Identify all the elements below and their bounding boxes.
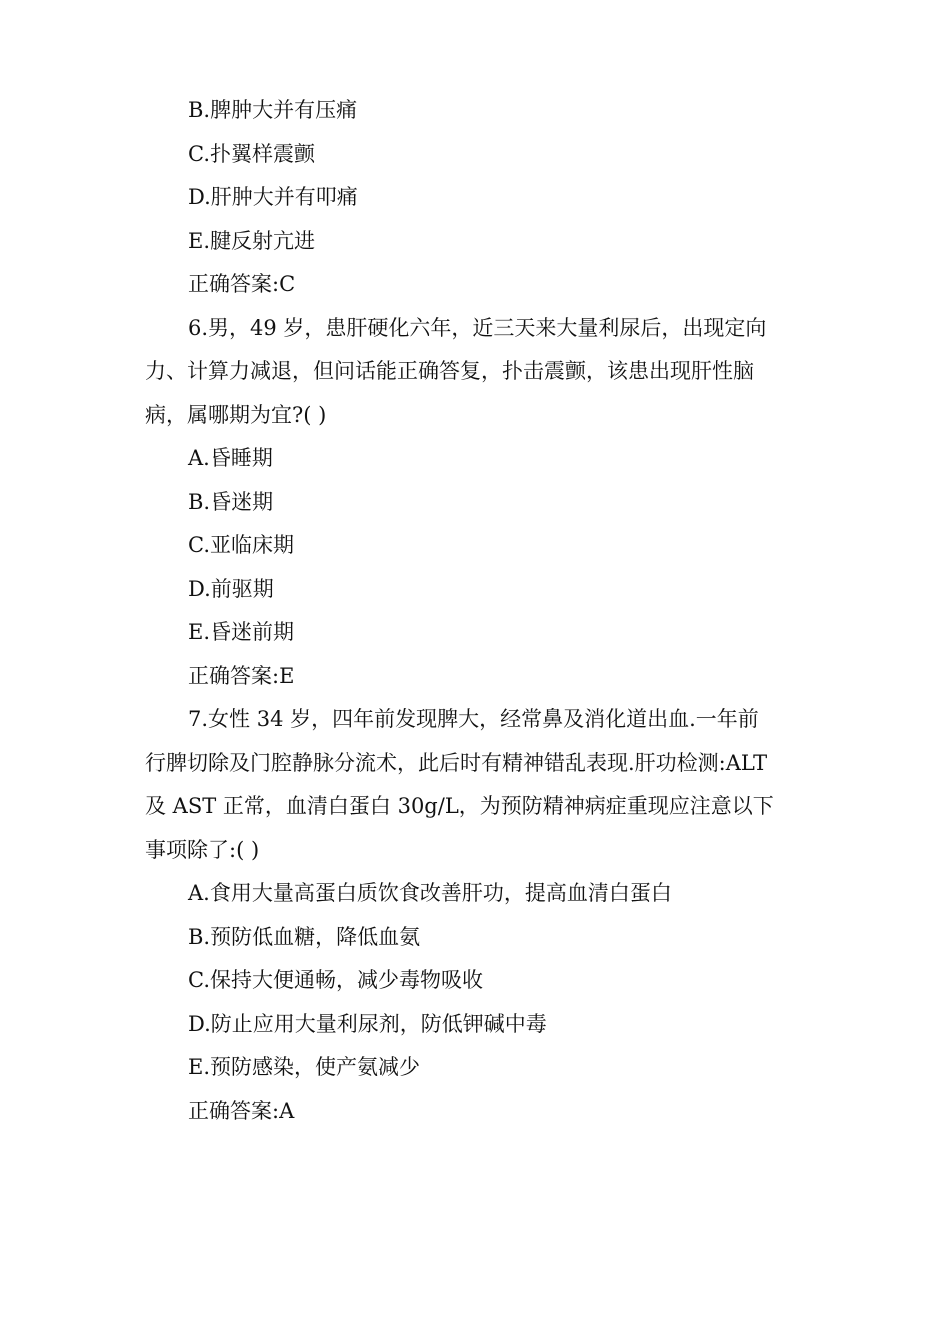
q7-option-e: E.预防感染，使产氨减少 [188, 1055, 421, 1079]
q5-option-c: C.扑翼样震颤 [188, 142, 315, 166]
q6-option-e: E.昏迷前期 [188, 620, 295, 644]
q5-answer: 正确答案:C [188, 272, 296, 296]
q7-stem-line3: 及 AST 正常，血清白蛋白 30g/L，为预防精神病症重现应注意以下 [145, 794, 774, 818]
q7-option-b: B.预防低血糖，降低血氨 [188, 925, 421, 949]
q6-stem-line3: 病，属哪期为宜?( ) [145, 403, 327, 427]
q5-option-d: D.肝肿大并有叩痛 [188, 185, 358, 209]
q6-stem-line1: 6.男，49 岁，患肝硬化六年，近三天来大量利尿后，出现定向 [188, 316, 767, 340]
q6-option-b: B.昏迷期 [188, 490, 274, 514]
q7-answer: 正确答案:A [188, 1099, 295, 1123]
q5-option-b: B.脾肿大并有压痛 [188, 98, 358, 122]
q7-option-c: C.保持大便通畅，减少毒物吸收 [188, 968, 483, 992]
q6-option-a: A.昏睡期 [188, 446, 273, 470]
q6-option-d: D.前驱期 [188, 577, 274, 601]
q7-option-a: A.食用大量高蛋白质饮食改善肝功，提高血清白蛋白 [188, 881, 672, 905]
q7-stem-line1: 7.女性 34 岁，四年前发现脾大，经常鼻及消化道出血.一年前 [188, 707, 759, 731]
q6-option-c: C.亚临床期 [188, 533, 294, 557]
q7-stem-line2: 行脾切除及门腔静脉分流术，此后时有精神错乱表现.肝功检测:ALT [145, 751, 768, 775]
q7-stem-line4: 事项除了:( ) [145, 838, 260, 862]
q6-stem-line2: 力、计算力减退，但问话能正确答复，扑击震颤，该患出现肝性脑 [145, 359, 754, 383]
q6-answer: 正确答案:E [188, 664, 295, 688]
q7-option-d: D.防止应用大量利尿剂，防低钾碱中毒 [188, 1012, 547, 1036]
q5-option-e: E.腱反射亢进 [188, 229, 316, 253]
